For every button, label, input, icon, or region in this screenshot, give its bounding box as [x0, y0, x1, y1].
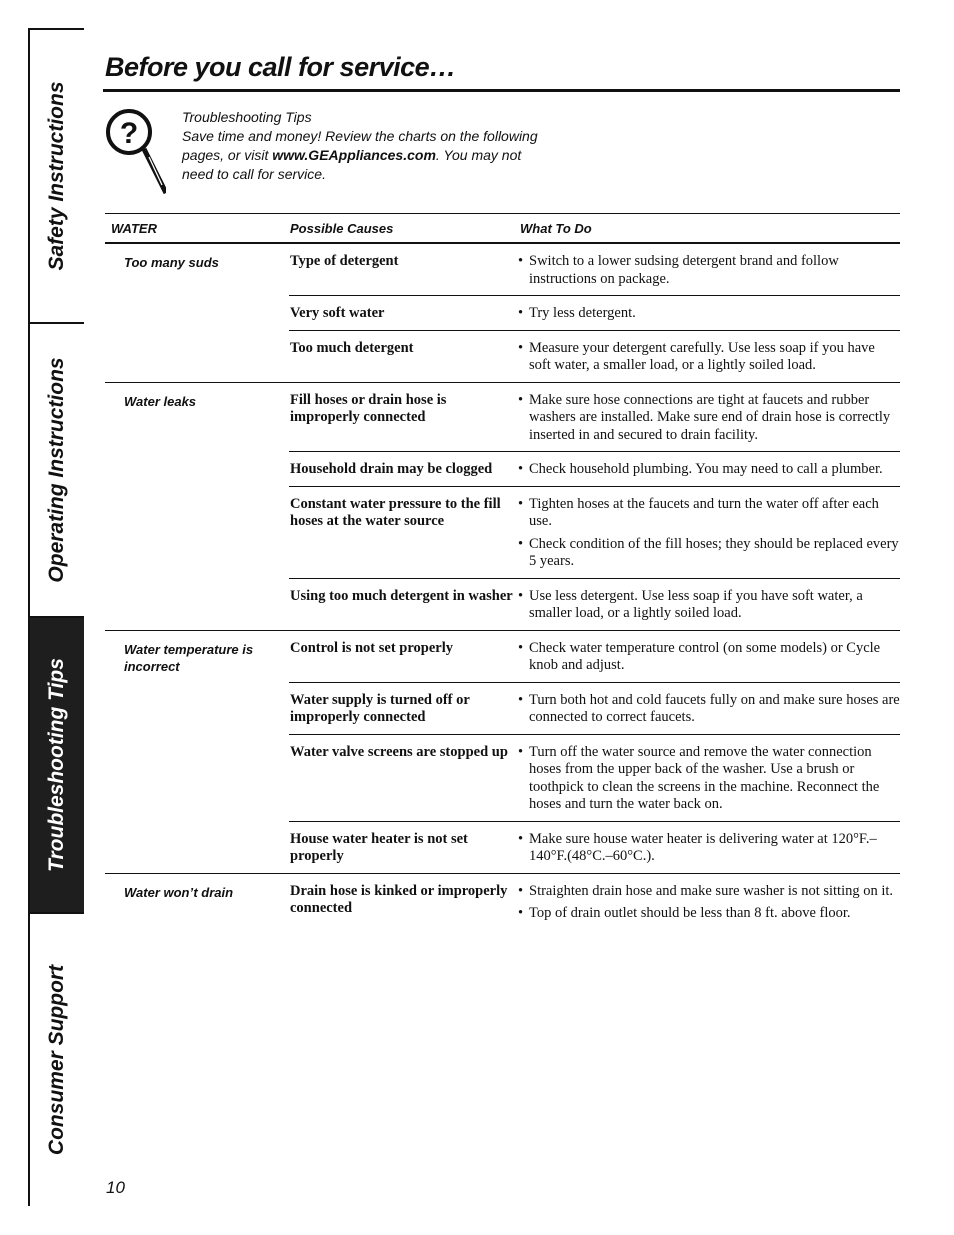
intro-line-1: Save time and money! Review the charts on the following: [182, 128, 538, 144]
bullet-icon: •: [518, 691, 524, 708]
todo-item: [514, 905, 900, 923]
what-to-do: [514, 692, 900, 727]
tab-troubleshooting-tips[interactable]: [30, 618, 84, 914]
bullet-icon: •: [518, 339, 524, 356]
possible-cause: Household drain may be clogged: [290, 461, 493, 477]
problem-group: [105, 244, 900, 383]
table-row: [289, 296, 900, 331]
todo-text: Check water temperature control (on some models) or Cycle knob and adjust.: [529, 639, 881, 673]
table-body: [105, 244, 900, 930]
todo-item: [514, 305, 900, 323]
what-to-do: [514, 831, 900, 866]
todo-text: Switch to a lower sudsing detergent brand and follow instructions on package.: [529, 253, 839, 287]
todo-item: [514, 744, 900, 814]
what-to-do: [514, 640, 900, 675]
cause-list: [289, 874, 900, 930]
possible-cause: Constant water pressure to the fill hoses at the water source: [290, 495, 501, 529]
what-to-do: [514, 496, 900, 571]
problem-group: [105, 383, 900, 631]
header-what-to-do: What To Do: [520, 221, 592, 236]
todo-text: Use less detergent. Use less soap if you have soft water, a smaller load, or a lightly soiled load.: [529, 587, 863, 621]
todo-item: [514, 461, 900, 479]
intro-text: [182, 108, 582, 184]
possible-cause: House water heater is not set properly: [290, 830, 468, 864]
section-tabs: [28, 28, 84, 1206]
todo-text: Straighten drain hose and make sure washer is not sitting on it.: [529, 882, 894, 899]
table-row: [289, 487, 900, 579]
what-to-do: [514, 461, 900, 479]
todo-text: Check condition of the fill hoses; they should be replaced every 5 years.: [529, 535, 899, 569]
bullet-icon: •: [518, 587, 524, 604]
bullet-icon: •: [518, 495, 524, 512]
todo-item: [514, 496, 900, 531]
table-header: [105, 214, 900, 244]
table-row: [289, 683, 900, 735]
header-problem: WATER: [111, 221, 157, 236]
intro-line-2-post: . You may not: [435, 147, 522, 163]
cause-list: [289, 383, 900, 630]
question-magnifier-icon: [104, 105, 166, 195]
what-to-do: [514, 883, 900, 923]
svg-text:?: ?: [119, 117, 139, 150]
possible-cause: Fill hoses or drain hose is improperly connected: [290, 391, 447, 425]
table-row: [289, 383, 900, 453]
tab-operating-instructions[interactable]: [30, 324, 84, 618]
todo-text: Make sure hose connections are tight at faucets and rubber washers are installed. Make sure end of drain hose is correctly inserted in and secured to drain facility.: [529, 391, 891, 443]
todo-text: Top of drain outlet should be less than 8 ft. above floor.: [529, 905, 851, 921]
todo-item: [514, 340, 900, 375]
table-row: [289, 244, 900, 296]
tab-safety-instructions[interactable]: [30, 30, 84, 324]
bullet-icon: •: [518, 743, 524, 760]
page-number: 10: [106, 1178, 125, 1197]
problem-label: Too many suds: [124, 255, 219, 270]
header-possible-causes: Possible Causes: [290, 221, 394, 236]
possible-cause: Drain hose is kinked or improperly connected: [290, 882, 508, 916]
todo-item: [514, 831, 900, 866]
table-row: [289, 452, 900, 487]
problem-label: Water temperature is incorrect: [124, 641, 254, 674]
todo-text: Try less detergent.: [529, 305, 636, 321]
website-link[interactable]: www.GEAppliances.com: [272, 147, 436, 163]
problem-label: Water leaks: [124, 393, 197, 409]
bullet-icon: •: [518, 391, 524, 408]
intro-line-2: [182, 146, 582, 165]
todo-text: Measure your detergent carefully. Use less soap if you have soft water, a smaller load, or a lightly soiled load.: [529, 339, 875, 373]
cause-list: [289, 244, 900, 382]
what-to-do: [514, 253, 900, 288]
page-title: Before you call for service…: [105, 52, 456, 82]
intro-line-3: need to call for service.: [182, 166, 326, 182]
todo-item: [514, 392, 900, 445]
possible-cause: Control is not set properly: [290, 639, 453, 656]
what-to-do: [514, 392, 900, 445]
problem-group: [105, 874, 900, 930]
tab-label: Troubleshooting Tips: [45, 658, 68, 872]
bullet-icon: •: [518, 305, 524, 321]
table-row: [289, 735, 900, 822]
tab-label: Consumer Support: [45, 964, 68, 1156]
possible-cause: Type of detergent: [290, 253, 399, 269]
todo-text: Tighten hoses at the faucets and turn the water off after each use.: [529, 495, 879, 529]
problem-label: Water won’t drain: [124, 884, 234, 900]
bullet-icon: •: [518, 535, 524, 552]
what-to-do: [514, 744, 900, 814]
todo-text: Make sure house water heater is delivering water at 120°F.–140°F.(48°C.–60°C.).: [529, 830, 877, 864]
what-to-do: [514, 588, 900, 623]
possible-cause: Water supply is turned off or improperly connected: [290, 691, 470, 725]
tab-consumer-support[interactable]: [30, 914, 84, 1206]
tab-label: Safety Instructions: [45, 81, 68, 271]
todo-item: [514, 883, 900, 901]
todo-text: Check household plumbing. You may need to call a plumber.: [529, 461, 883, 477]
todo-item: [514, 588, 900, 623]
todo-item: [514, 253, 900, 288]
bullet-icon: •: [518, 461, 524, 477]
todo-text: Turn off the water source and remove the water connection hoses from the upper back of the washer. Use a brush or toothpick to clean the screens in the machine. Reconnect the hoses and turn the water back on.: [529, 743, 880, 812]
troubleshooting-table: [105, 213, 900, 930]
title-rule: [103, 89, 900, 92]
tab-label: Operating Instructions: [45, 357, 68, 583]
todo-item: [514, 536, 900, 571]
todo-item: [514, 692, 900, 727]
bullet-icon: •: [518, 905, 524, 921]
bullet-icon: •: [518, 882, 524, 899]
todo-text: Turn both hot and cold faucets fully on and make sure hoses are connected to correct faucets.: [529, 691, 900, 725]
problem-group: [105, 631, 900, 874]
cause-list: [289, 631, 900, 873]
table-row: [289, 579, 900, 630]
table-row: [289, 874, 900, 930]
bullet-icon: •: [518, 639, 524, 656]
table-row: [289, 822, 900, 873]
bullet-icon: •: [518, 253, 524, 269]
table-row: [289, 631, 900, 683]
possible-cause: Using too much detergent in washer: [290, 587, 513, 604]
bullet-icon: •: [518, 830, 524, 847]
possible-cause: Water valve screens are stopped up: [290, 743, 508, 760]
possible-cause: Too much detergent: [290, 339, 414, 356]
what-to-do: [514, 305, 900, 323]
possible-cause: Very soft water: [290, 305, 385, 321]
intro-heading: Troubleshooting Tips: [182, 109, 312, 125]
todo-item: [514, 640, 900, 675]
what-to-do: [514, 340, 900, 375]
table-row: [289, 331, 900, 382]
intro-line-2-pre: pages, or visit: [182, 147, 273, 163]
